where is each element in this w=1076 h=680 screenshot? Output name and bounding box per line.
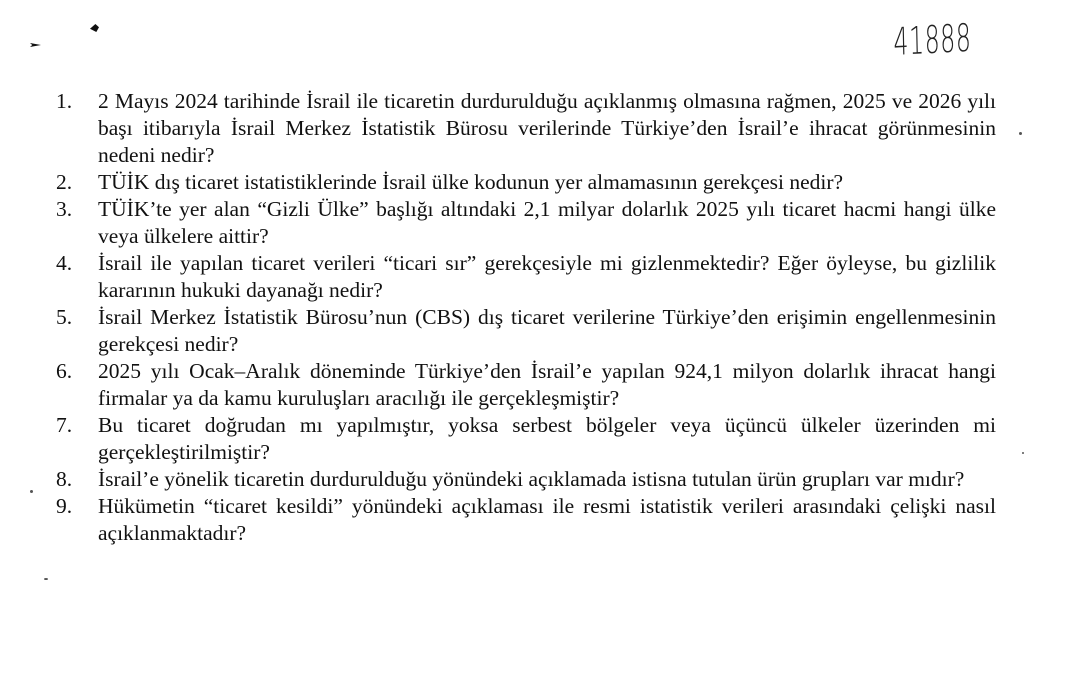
question-number: 3. [56,197,73,221]
scan-speck [1022,452,1024,454]
question-item [56,466,996,493]
question-text: Bu ticaret doğrudan mı yapılmıştır, yoksa serbest bölgeler veya üçüncü ülkeler üzerinden mi gerçekleştirilmiştir? [98,413,996,464]
question-number: 9. [56,494,73,518]
question-number: 8. [56,467,73,491]
scan-speck [1019,132,1022,135]
question-item [56,304,996,358]
scan-mark-arrow [30,43,41,47]
question-text: İsrail Merkez İstatistik Bürosu’nun (CBS) dış ticaret verilerine Türkiye’den erişimin engellenmesinin gerekçesi nedir? [98,305,996,356]
handwritten-document-number: 41888 [893,15,972,64]
question-number: 7. [56,413,73,437]
scan-speck [30,490,33,493]
question-item [56,169,996,196]
question-number: 1. [56,89,73,113]
question-item [56,412,996,466]
question-item [56,358,996,412]
question-number: 4. [56,251,73,275]
question-text: İsrail’e yönelik ticaretin durdurulduğu yönündeki açıklamada istisna tutulan ürün grupları var mıdır? [98,467,965,491]
question-text: 2 Mayıs 2024 tarihinde İsrail ile ticaretin durdurulduğu açıklanmış olmasına rağmen, 2025 ve 2026 yılı başı itibarıyla İsrail Merkez İstatistik Bürosu verilerinde Türkiye’den İsrail’e ihracat görünmesinin nedeni nedir? [98,89,996,167]
question-number: 6. [56,359,73,383]
question-number: 2. [56,170,73,194]
question-text: İsrail ile yapılan ticaret verileri “ticari sır” gerekçesiyle mi gizlenmektedir? Eğer öyleyse, bu gizlilik kararının hukuki dayanağı nedir? [98,251,996,302]
question-text: TÜİK’te yer alan “Gizli Ülke” başlığı altındaki 2,1 milyar dolarlık 2025 yılı ticaret hacmi hangi ülke veya ülkelere aittir? [98,197,996,248]
question-list [56,88,996,547]
scan-speck [44,578,48,580]
question-item [56,88,996,169]
question-text: TÜİK dış ticaret istatistiklerinde İsrail ülke kodunun yer almamasının gerekçesi nedir? [98,170,844,194]
question-text: 2025 yılı Ocak–Aralık döneminde Türkiye’den İsrail’e yapılan 924,1 milyon dolarlık ihracat hangi firmalar ya da kamu kuruluşları aracılığı ile gerçekleşmiştir? [98,359,996,410]
question-number: 5. [56,305,73,329]
question-item [56,493,996,547]
question-text: Hükümetin “ticaret kesildi” yönündeki açıklaması ile resmi istatistik verileri arasındaki çelişki nasıl açıklanmaktadır? [98,494,996,545]
scan-mark [90,24,99,32]
question-item [56,250,996,304]
question-item [56,196,996,250]
